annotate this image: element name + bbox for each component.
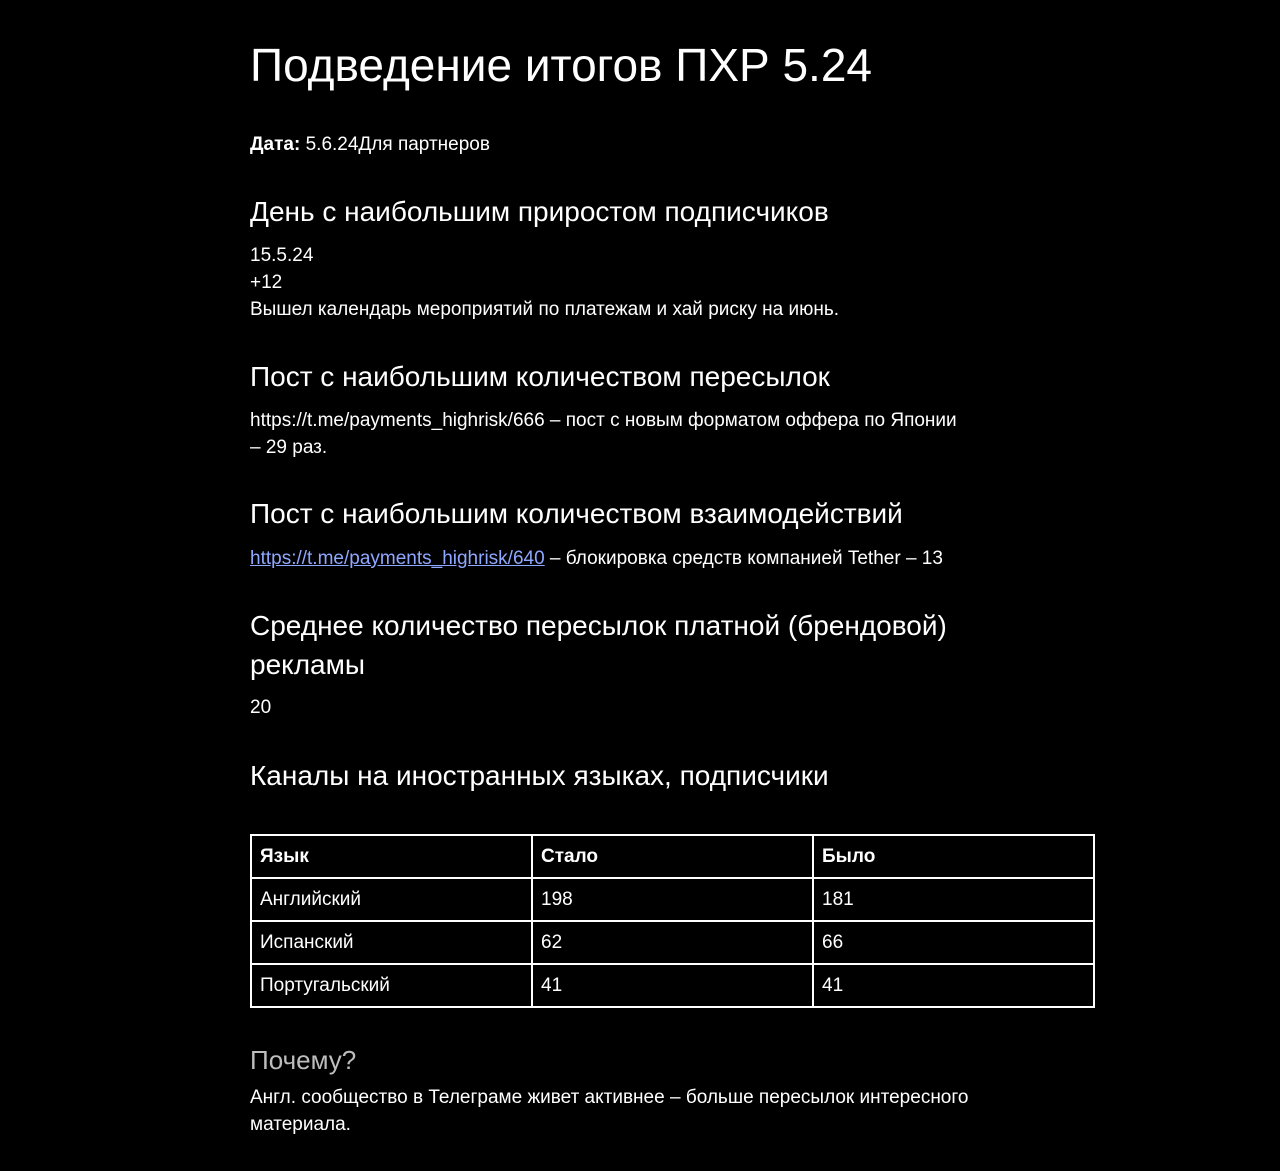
table-cell-language: Испанский	[251, 921, 532, 964]
most-interactions-body	[250, 545, 1050, 572]
growth-day-body	[250, 242, 1050, 323]
date-value: 5.6.24	[305, 134, 359, 155]
avg-forwards-heading	[250, 606, 1050, 684]
foreign-channels-table	[250, 834, 1095, 1008]
table-cell-language: Английский	[251, 878, 532, 921]
date-label: Дата:	[250, 134, 301, 155]
most-forwards-line-2: – 29 раз.	[250, 437, 328, 458]
table-cell-now: 62	[532, 921, 813, 964]
most-forwards-line-1: https://t.me/payments_highrisk/666 – пост с новым форматом оффера по Японии	[250, 410, 957, 431]
avg-forwards-heading-line-1: Среднее количество пересылок платной (брендовой)	[250, 610, 947, 641]
why-line-1: Англ. сообщество в Телеграме живет активнее – больше пересылок интересного	[250, 1087, 969, 1108]
column-header-now: Стало	[532, 835, 813, 878]
column-header-language: Язык	[251, 835, 532, 878]
audience-label: Для партнеров	[358, 134, 490, 155]
avg-forwards-heading-line-2: рекламы	[250, 649, 365, 680]
table-row	[251, 964, 1094, 1007]
most-forwards-heading: Пост с наибольшим количеством пересылок	[250, 361, 830, 392]
growth-day-note: Вышел календарь мероприятий по платежам и хай риску на июнь.	[250, 299, 840, 320]
table-cell-now: 41	[532, 964, 813, 1007]
meta-line	[250, 133, 490, 157]
table-header-row	[251, 835, 1094, 878]
table-cell-was: 41	[813, 964, 1094, 1007]
column-header-was: Было	[813, 835, 1094, 878]
growth-day-delta: +12	[250, 272, 283, 293]
foreign-channels-heading: Каналы на иностранных языках, подписчики	[250, 760, 829, 791]
table-cell-now: 198	[532, 878, 813, 921]
why-heading: Почему?	[250, 1045, 357, 1075]
table-cell-language: Португальский	[251, 964, 532, 1007]
table-row	[251, 878, 1094, 921]
most-interactions-post-link[interactable]: https://t.me/payments_highrisk/640	[250, 548, 545, 569]
growth-day-date: 15.5.24	[250, 245, 314, 266]
table-cell-was: 66	[813, 921, 1094, 964]
table-row	[251, 921, 1094, 964]
most-interactions-text: – блокировка средств компанией Tether – 13	[544, 548, 943, 569]
most-interactions-heading: Пост с наибольшим количеством взаимодействий	[250, 498, 903, 529]
growth-day-heading: День с наибольшим приростом подписчиков	[250, 196, 829, 227]
avg-forwards-value: 20	[250, 697, 272, 718]
most-forwards-body	[250, 407, 1050, 461]
why-line-2: материала.	[250, 1114, 351, 1135]
why-body	[250, 1084, 1050, 1138]
page-title: Подведение итогов ПХР 5.24	[250, 39, 872, 91]
table-cell-was: 181	[813, 878, 1094, 921]
